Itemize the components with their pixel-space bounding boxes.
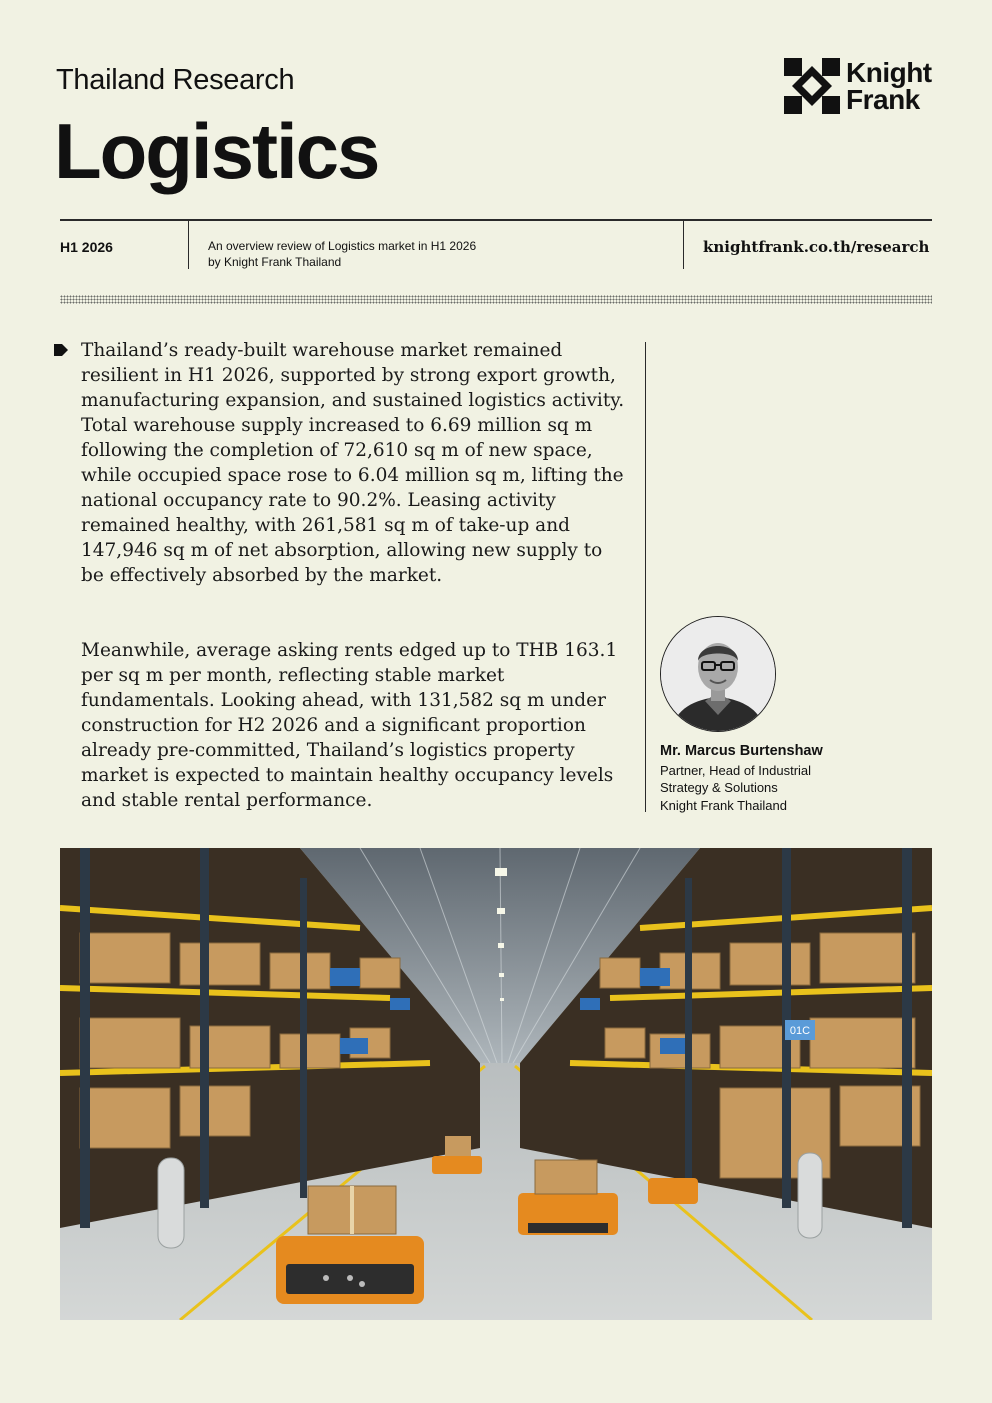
knight-frank-logo[interactable] — [784, 58, 932, 114]
overview-line-1: An overview review of Logistics market in H1 2026 — [208, 239, 477, 253]
summary-paragraph-2: Meanwhile, average asking rents edged up to THB 163.1 per sq m per month, reflecting stable market fundamentals. Looking ahead, with 131,582 sq m under construction for H2 2026 and a significant proportion already pre-committed, Thailand’s logistics property market is expected to maintain healthy occupancy levels and stable rental performance. — [81, 640, 618, 811]
overview-line-2: by Knight Frank Thailand — [208, 255, 342, 269]
page-title: Logistics — [54, 107, 379, 195]
column-divider — [645, 342, 646, 812]
contact-role-line-2: Strategy & Solutions — [660, 780, 778, 795]
report-period: H1 2026 — [60, 239, 113, 255]
logo-line-frank: Frank — [846, 84, 920, 115]
info-divider-1 — [188, 221, 189, 269]
website-link[interactable]: knightfrank.co.th/research — [703, 238, 930, 256]
info-divider-2 — [683, 221, 684, 269]
warehouse-illustration — [60, 848, 932, 1320]
person-portrait-icon — [661, 617, 775, 731]
logo-wordmark — [846, 56, 932, 115]
report-kicker: Thailand Research — [56, 64, 295, 96]
dotted-separator — [60, 295, 932, 304]
contact-role-line-1: Partner, Head of Industrial — [660, 763, 812, 778]
warehouse-photo — [60, 848, 932, 1320]
logo-line-knight: Knight — [846, 56, 932, 88]
arrow-bullet-icon — [54, 343, 68, 357]
summary-paragraph-1: Thailand’s ready-built warehouse market remained resilient in H1 2026, supported by strong export growth, manufacturing expansion, and sustained logistics activity. Total warehouse supply increased to 6.69 million sq m following the completion of 72,610 sq m of new space, while occupied space rose to 6.04 million sq m, lifting the national occupancy rate to 90.2%. Leasing activity remained healthy, with 261,581 sq m of take-up and 147,946 sq m of net absorption, allowing new supply to be effectively absorbed by the market. — [81, 340, 625, 586]
contact-role-line-3: Knight Frank Thailand — [660, 798, 787, 813]
knight-frank-mark-icon — [784, 58, 840, 114]
header-divider — [60, 219, 932, 221]
report-overview — [208, 238, 628, 270]
avatar — [660, 616, 776, 732]
contact-name: Mr. Marcus Burtenshaw — [660, 743, 823, 759]
rack-label: 01C — [789, 1025, 811, 1037]
